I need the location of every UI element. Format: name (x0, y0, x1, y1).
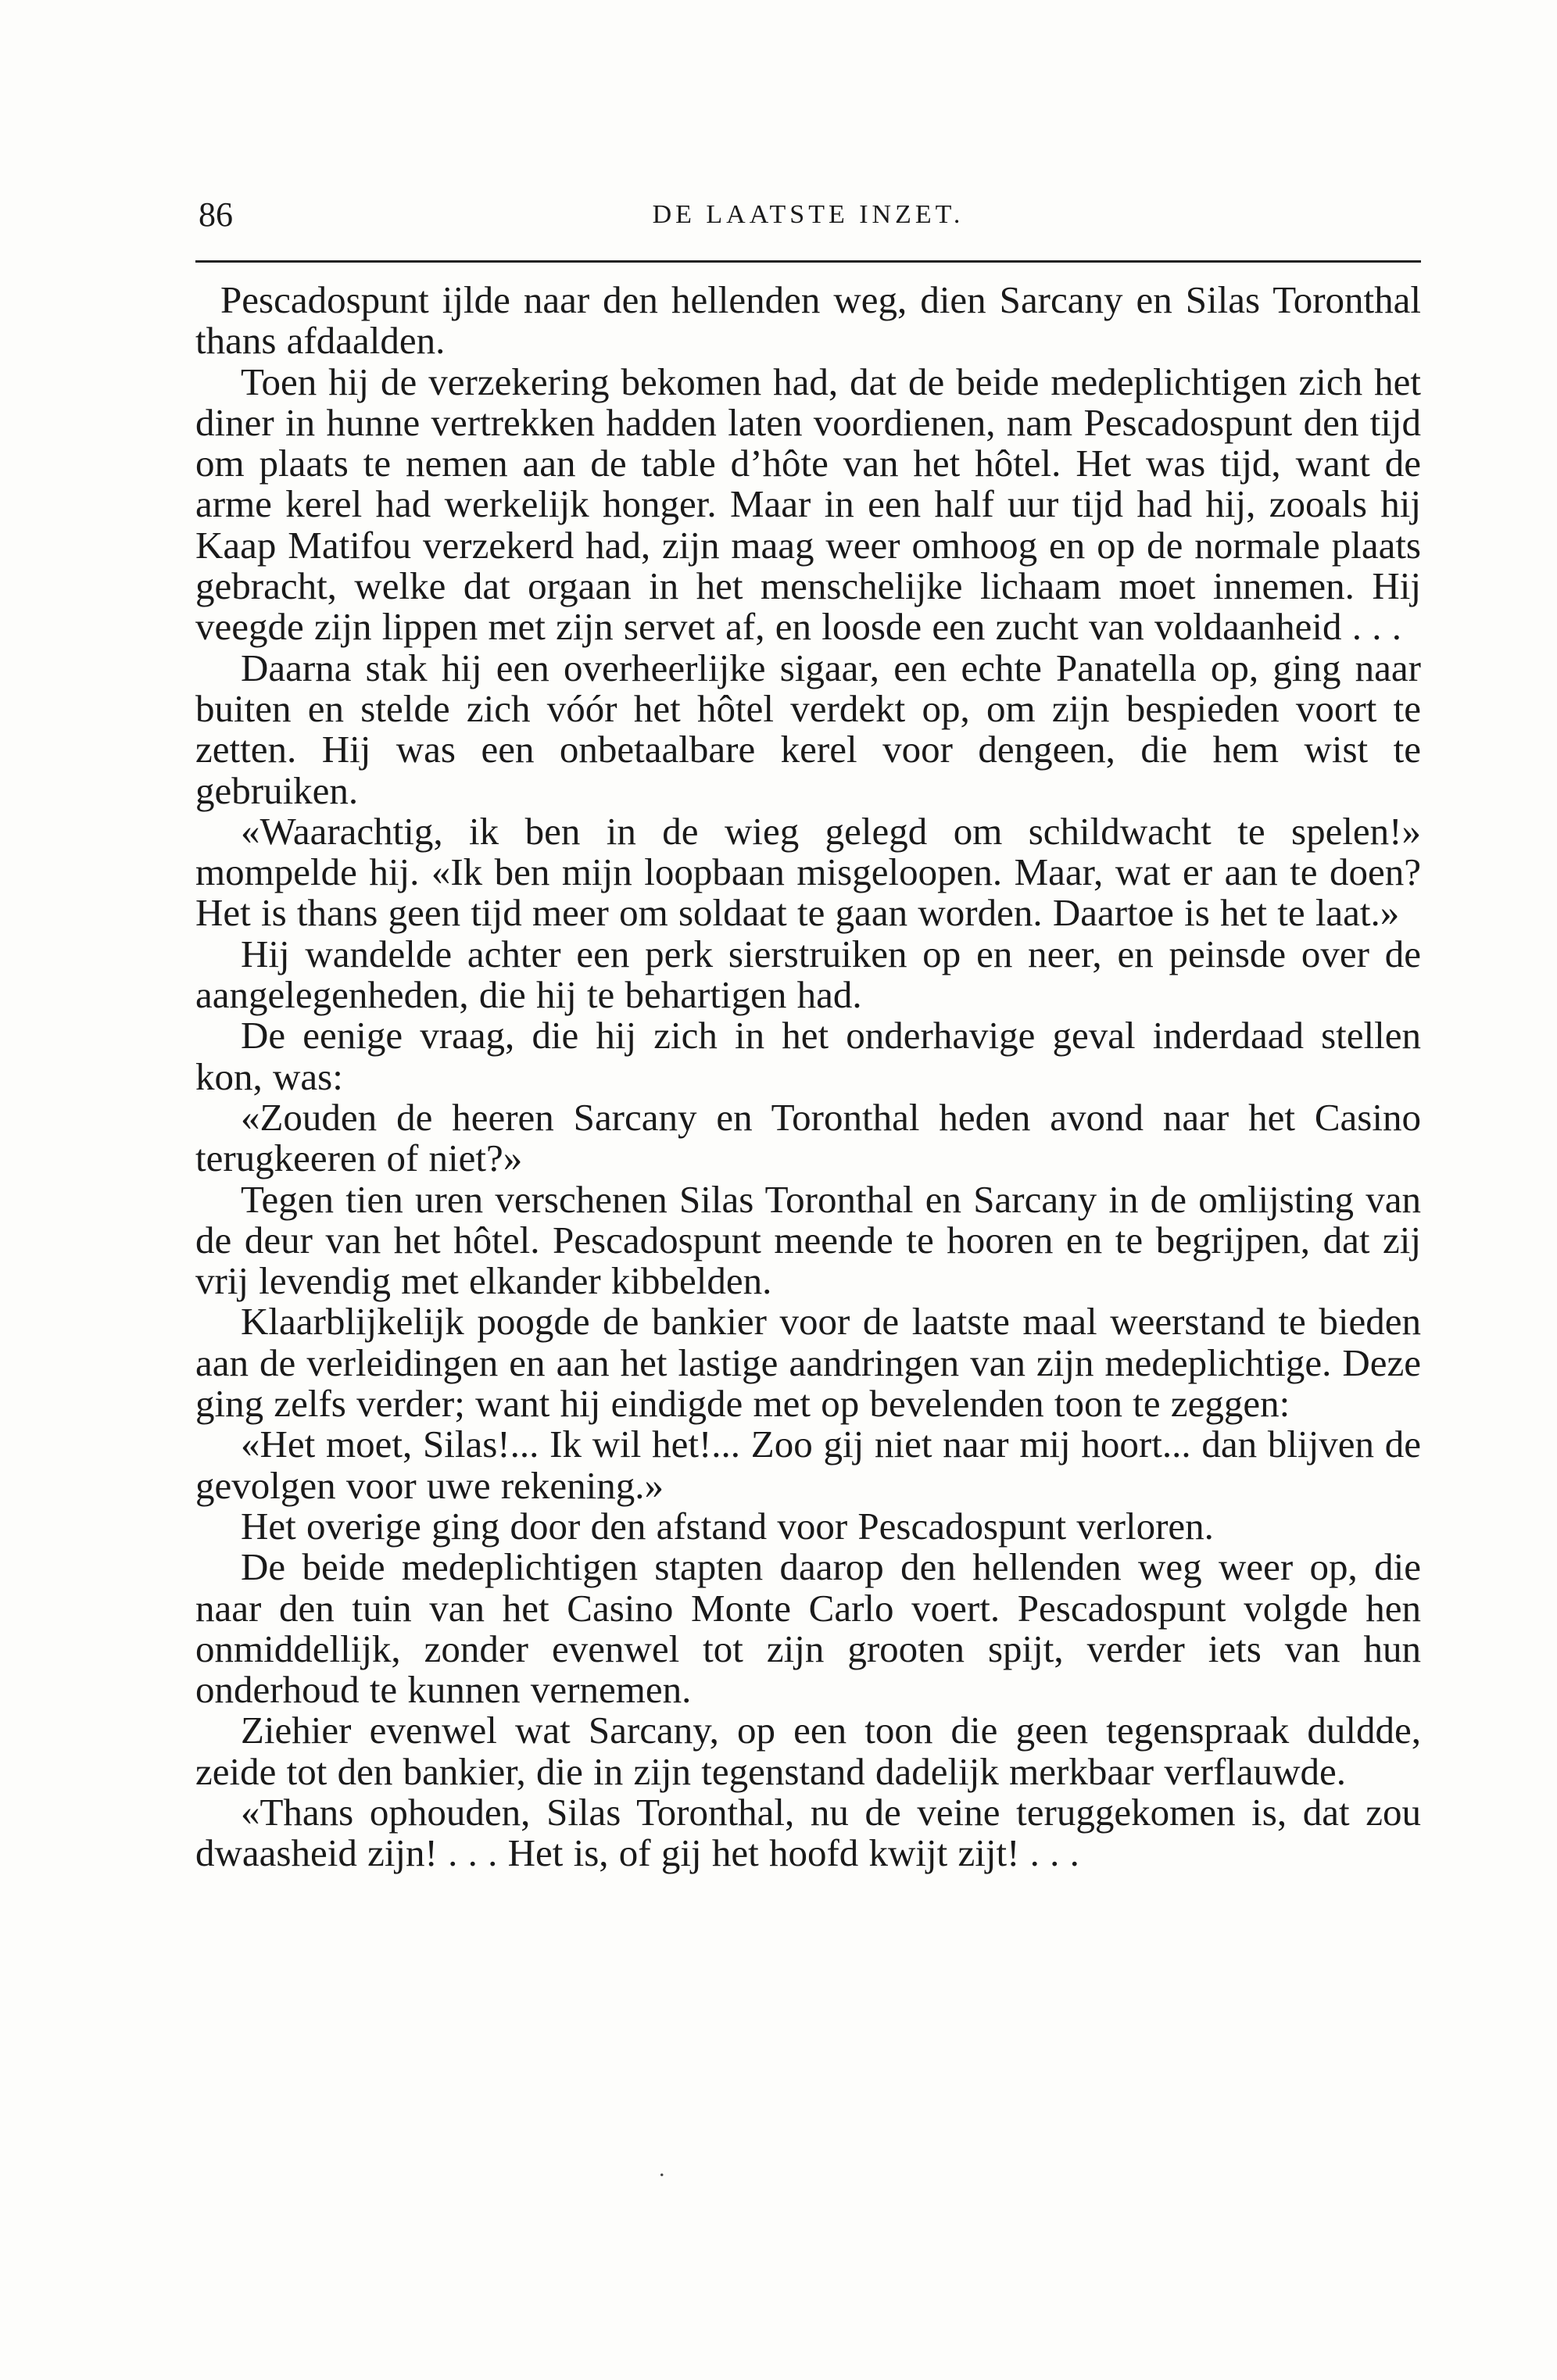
page-number: 86 (199, 195, 233, 234)
paragraph: Toen hij de verzekering bekomen had, dat de beide medeplichtigen zich het diner in hunne vertrekken hadden laten voordienen, nam Pescadospunt den tijd om plaats te nemen aan de table d’hôte van het hôtel. Het was tijd, want de arme kerel had werkelijk honger. Maar in een half uur tijd had hij, zooals hij Kaap Matifou verzekerd had, zijn maag weer omhoog en op de normale plaats gebracht, welke dat orgaan in het menschelijke lichaam moet innemen. Hij veegde zijn lippen met zijn servet af, en loosde een zucht van voldaanheid . . . (195, 360, 1421, 649)
paragraph: «Het moet, Silas!... Ik wil het!... Zoo gij niet naar mij hoort... dan blijven de gevolgen voor uwe rekening.» (195, 1423, 1421, 1507)
paragraph: Hij wandelde achter een perk sierstruiken op en neer, en peinsde over de aangelegenheden, die hij te behartigen had. (195, 932, 1421, 1017)
paragraph: Tegen tien uren verschenen Silas Toronthal en Sarcany in de omlijsting van de deur van het hôtel. Pescadospunt meende te hooren en te begrijpen, dat zij vrij levendig met elkander kibbelden. (195, 1177, 1421, 1303)
paragraph: Pescadospunt ijlde naar den hellenden weg, dien Sarcany en Silas Toronthal thans afdaalden. (195, 278, 1421, 363)
paragraph: Klaarblijkelijk poogde de bankier voor de laatste maal weerstand te bieden aan de verleidingen en aan het lastige aandringen van zijn medeplichtige. Deze ging zelfs verder; want hij eindigde met op bevelenden toon te zeggen: (195, 1300, 1421, 1426)
paragraph: De beide medeplichtigen stapten daarop den hellenden weg weer op, die naar den tuin van het Casino Monte Carlo voert. Pescadospunt volgde hen onmiddellijk, zonder evenwel tot zijn grooten spijt, verder iets van hun onderhoud te kunnen vernemen. (195, 1545, 1421, 1712)
paragraph: «Thans ophouden, Silas Toronthal, nu de veine teruggekomen is, dat zou dwaasheid zijn! . . . Het is, of gij het hoofd kwijt zijt! . . . (195, 1790, 1421, 1875)
paragraph: «Waarachtig, ik ben in de wieg gelegd om schildwacht te spelen!» mompelde hij. «Ik ben mijn loopbaan misgeloopen. Maar, wat er aan te doen? Het is thans geen tijd meer om soldaat te gaan worden. Daartoe is het te laat.» (195, 809, 1421, 935)
body-text (195, 280, 1421, 1874)
header-rule (195, 260, 1421, 263)
paragraph: Daarna stak hij een overheerlijke sigaar, een echte Panatella op, ging naar buiten en stelde zich vóór het hôtel verdekt op, om zijn bespieden voort te zetten. Hij was een onbetaalbare kerel voor dengeen, die hem wist te gebruiken. (195, 646, 1421, 812)
signature-mark: . (659, 2156, 665, 2181)
page-header (199, 191, 1418, 238)
running-title: DE LAATSTE INZET. (652, 200, 965, 229)
paragraph: Het overige ging door den afstand voor Pescadospunt verloren. (241, 1504, 1214, 1548)
paragraph: De eenige vraag, die hij zich in het onderhavige geval inderdaad stellen kon, was: (195, 1014, 1421, 1098)
paragraph: Ziehier evenwel wat Sarcany, op een toon die geen tegenspraak duldde, zeide tot den bankier, die in zijn tegenstand dadelijk merkbaar verflauwde. (195, 1709, 1421, 1793)
paragraph: «Zouden de heeren Sarcany en Toronthal heden avond naar het Casino terugkeeren of niet?» (195, 1095, 1421, 1180)
